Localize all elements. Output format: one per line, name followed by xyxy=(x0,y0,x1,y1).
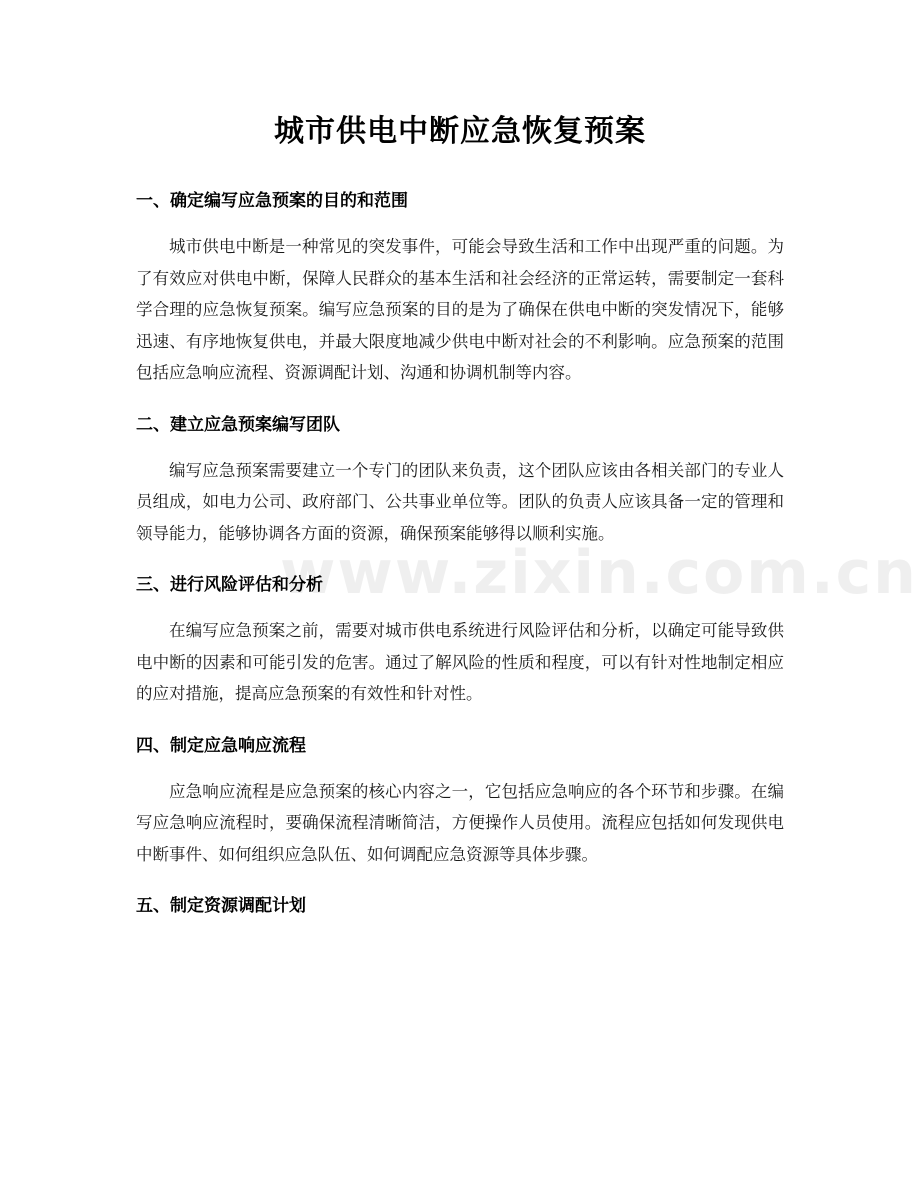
section-3 xyxy=(136,567,784,710)
section-paragraph: 在编写应急预案之前，需要对城市供电系统进行风险评估和分析，以确定可能导致供电中断的因素和可能引发的危害。通过了解风险的性质和程度，可以有针对性地制定相应的应对措施，提高应急预案的有效性和针对性。 xyxy=(136,621,784,703)
watermark: www.zixin.com.cn xyxy=(280,538,918,608)
section-heading: 三、进行风险评估和分析 xyxy=(136,575,323,595)
section-heading: 四、制定应急响应流程 xyxy=(136,735,306,756)
section-paragraph: 应急响应流程是应急预案的核心内容之一，它包括应急响应的各个环节和步骤。在编写应急响应流程时，要确保流程清晰简洁，方便操作人员使用。流程应包括如何发现供电中断事件、如何组织应急队伍、如何调配应急资源等具体步骤。 xyxy=(136,781,784,864)
section-1 xyxy=(136,183,784,389)
section-2 xyxy=(136,407,784,550)
section-5 xyxy=(136,888,784,924)
section-paragraph: 城市供电中断是一种常见的突发事件，可能会导致生活和工作中出现严重的问题。为了有效应对供电中断，保障人民群众的基本生活和社会经济的正常运转，需要制定一套科学合理的应急恢复预案。编写应急预案的目的是为了确保在供电中断的突发情况下，能够迅速、有序地恢复供电，并最大限度地减少供电中断对社会的不利影响。应急预案的范围包括应急响应流程、资源调配计划、沟通和协调机制等内容。 xyxy=(136,237,784,382)
section-4 xyxy=(136,728,784,871)
section-heading: 一、确定编写应急预案的目的和范围 xyxy=(136,191,408,211)
section-heading: 五、制定资源调配计划 xyxy=(136,896,306,916)
document-title: 城市供电中断应急恢复预案 xyxy=(274,114,646,149)
section-paragraph: 编写应急预案需要建立一个专门的团队来负责，这个团队应该由各相关部门的专业人员组成，如电力公司、政府部门、公共事业单位等。团队的负责人应该具备一定的管理和领导能力，能够协调各方面的资源，确保预案能够得以顺利实施。 xyxy=(136,460,784,543)
section-heading: 二、建立应急预案编写团队 xyxy=(136,414,340,435)
document-body xyxy=(136,183,784,924)
